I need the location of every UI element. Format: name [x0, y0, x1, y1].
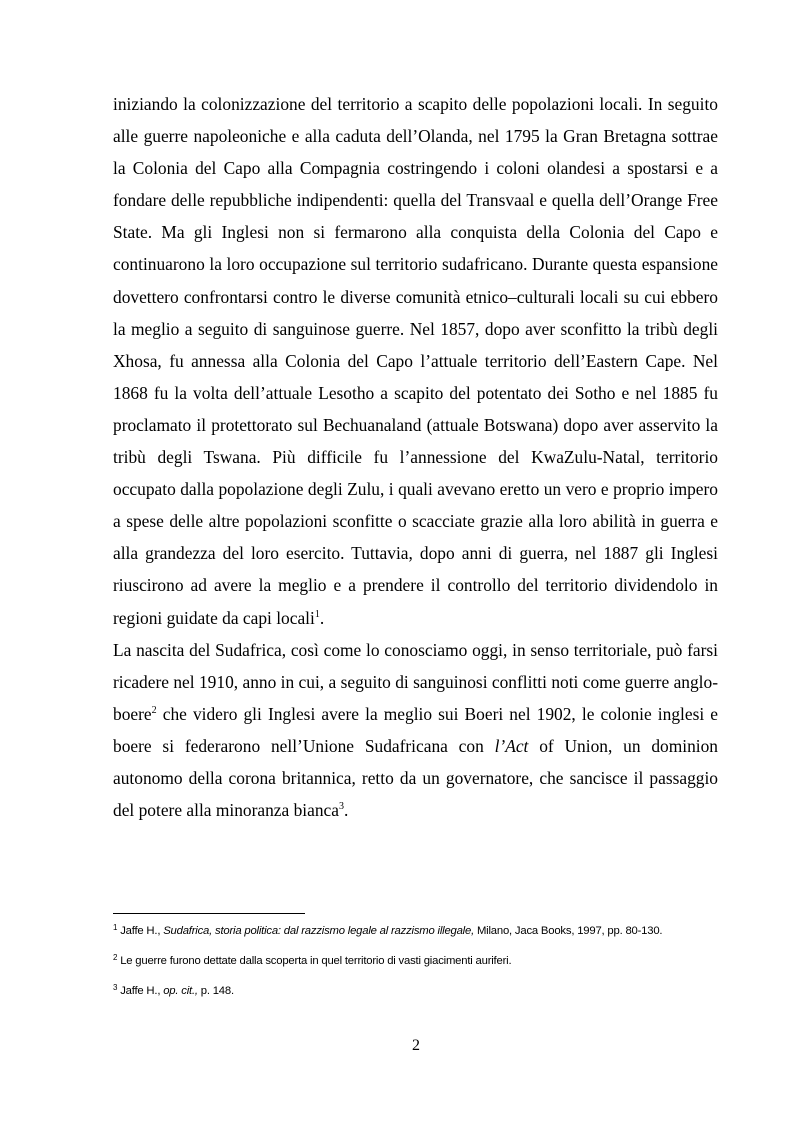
footnote-ref-1[interactable]: 1 [314, 608, 320, 620]
footnote-3 [113, 982, 718, 1001]
paragraph-2-part-1: La nascita del Sudafrica, così come lo conosciamo oggi, in senso territoriale, può farsi ricadere nel 1910, anno in cui, a seguito di sanguinosi conflitti noti come guerre anglo-boere [113, 639, 718, 724]
page-number: 2 [412, 1037, 420, 1054]
footnote-2-text: Le guerre furono dettate dalla scoperta in quel territorio di vasti giacimenti auriferi. [120, 955, 512, 967]
footnote-1-number: 1 [113, 923, 118, 932]
footnote-1 [113, 922, 718, 941]
footnote-2-number: 2 [113, 953, 118, 962]
main-text [113, 88, 718, 826]
footnote-3-title: op. cit., [163, 985, 198, 997]
footnote-ref-3[interactable]: 3 [338, 801, 344, 813]
footnote-1-title: Sudafrica, storia politica: dal razzismo legale al razzismo illegale, [163, 925, 475, 937]
footnote-3-author: Jaffe H., [120, 985, 164, 997]
footnote-3-rest: p. 148. [197, 985, 234, 997]
paragraph-1-end: . [319, 607, 325, 628]
footnote-1-author: Jaffe H., [120, 925, 164, 937]
footnote-3-number: 3 [113, 983, 118, 992]
footnote-ref-2[interactable]: 2 [151, 704, 157, 716]
footnotes [113, 922, 718, 1001]
paragraph-1-text: iniziando la colonizzazione del territorio a scapito delle popolazioni locali. In seguito alle guerre napoleoniche e alla caduta dell’Olanda, nel 1795 la Gran Bretagna sottrae la Colonia del Capo alla Compagnia costringendo i coloni olandesi a spostarsi e a fondare delle repubbliche indipendenti: quella del Transvaal e quella dell’Orange Free State. Ma gli Inglesi non si fermarono alla conquista della Colonia del Capo e continuarono la loro occupazione sul territorio sudafricano. Durante questa espansione dovettero confrontarsi contro le diverse comunità etnico–culturali locali su cui ebbero la meglio a seguito di sanguinose guerre. Nel 1857, dopo aver sconfitto la tribù degli Xhosa, fu annessa alla Colonia del Capo l’attuale territorio dell’Eastern Cape. Nel 1868 fu la volta dell’attuale Lesotho a scapito del potentato dei Sotho e nel 1885 fu proclamato il protettorato sul Bechuanaland (attuale Botswana) dopo aver asservito la tribù degli Tswana. Più difficile fu l’annessione del KwaZulu-Natal, territorio occupato dalla popolazione degli Zulu, i quali avevano eretto un vero e proprio impero a spese delle altre popolazioni sconfitte o scacciate grazie alla loro abilità in guerra e alla grandezza del loro esercito. Tuttavia, dopo anni di guerra, nel 1887 gli Inglesi riuscirono ad avere la meglio e a prendere il controllo del territorio dividendolo in regioni guidate da capi locali [113, 94, 718, 628]
footnote-1-rest: Milano, Jaca Books, 1997, pp. 80-130. [474, 925, 663, 937]
paragraph-2-end: . [343, 800, 349, 821]
paragraph-2-part-2: che videro gli Inglesi avere la meglio sui Boeri nel 1902, le colonie inglesi e boere si federarono nell’Unione Sudafricana con [113, 703, 718, 756]
footnote-separator [113, 913, 305, 914]
paragraph-2-part-3: of Union, un dominion autonomo della corona britannica, retto da un governatore, che sancisce il passaggio del potere alla minoranza bianca [113, 735, 718, 821]
footnote-2 [113, 952, 718, 971]
body-paragraph-2 [113, 634, 718, 827]
body-paragraph-1 [113, 88, 718, 634]
italic-term: l’Act [494, 735, 529, 756]
